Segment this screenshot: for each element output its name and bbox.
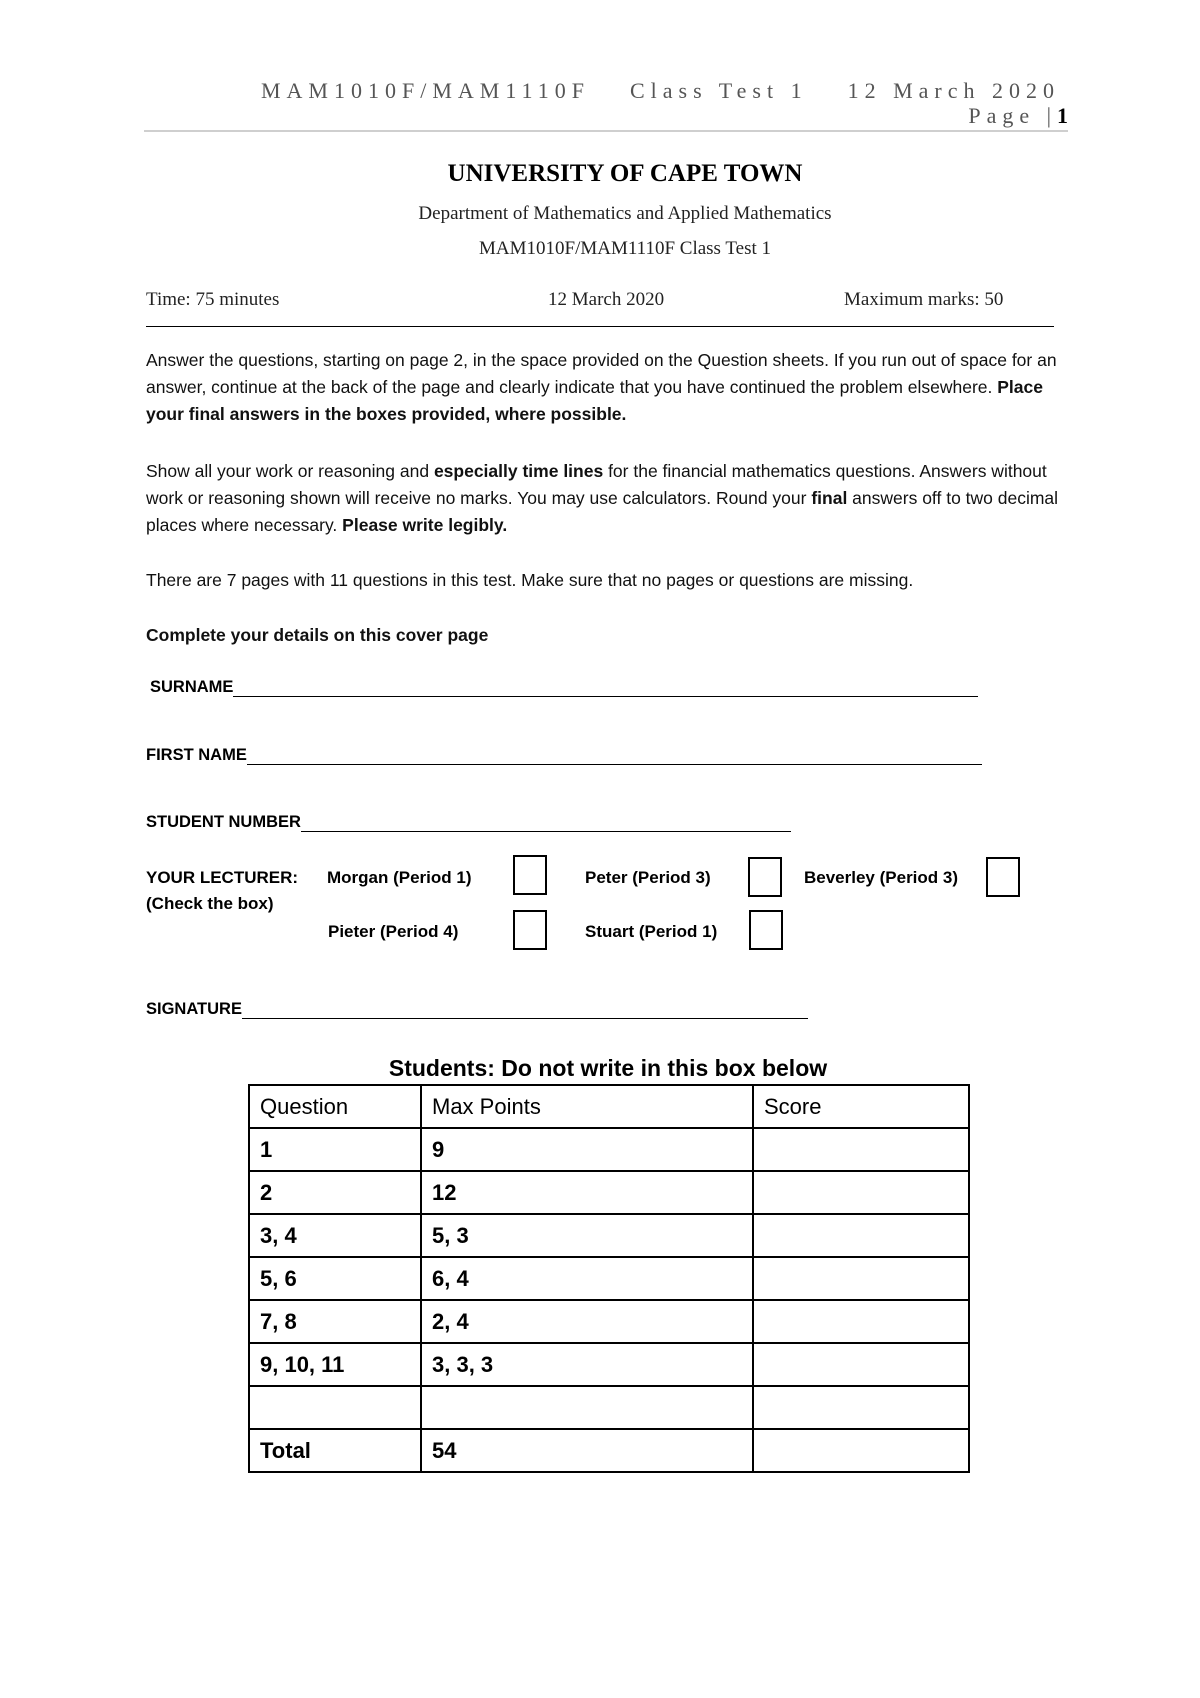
lecturer-option-label: Beverley (Period 3) <box>804 868 959 887</box>
score-table-title: Students: Do not write in this box below <box>388 1055 828 1081</box>
score-cell <box>753 1300 969 1343</box>
question-cell: 9, 10, 11 <box>249 1343 421 1386</box>
score-cell <box>753 1214 969 1257</box>
column-header: Max Points <box>421 1085 753 1128</box>
page-label: Page | <box>968 103 1057 128</box>
instructions-paragraph-2: Show all your work or reasoning and especially time lines for the financial mathematics questions. Answers without work or reasoning shown will receive no marks. You may use calculators. Round your final answers off to two decimal places where necessary. Please write legibly. <box>146 461 1059 535</box>
table-row <box>249 1343 969 1386</box>
question-cell: 3, 4 <box>249 1214 421 1257</box>
table-row <box>249 1257 969 1300</box>
meta-divider <box>146 326 1054 327</box>
time-allowed: Time: 75 minutes <box>146 289 280 310</box>
column-header: Score <box>753 1085 969 1128</box>
header-course-code: MAM1010F/MAM1110F <box>260 78 590 103</box>
max-points-cell: 3, 3, 3 <box>421 1343 753 1386</box>
question-cell: 1 <box>249 1128 421 1171</box>
max-points-cell: 6, 4 <box>421 1257 753 1300</box>
table-row <box>249 1171 969 1214</box>
lecturer-checkbox-morgan[interactable] <box>513 855 547 895</box>
table-row <box>249 1300 969 1343</box>
total-label-cell: Total <box>249 1429 421 1472</box>
student-number-input-line[interactable] <box>301 813 791 832</box>
signature-input-line[interactable] <box>242 1000 808 1019</box>
table-row-total <box>249 1429 969 1472</box>
running-header <box>261 78 1060 104</box>
table-row <box>249 1128 969 1171</box>
score-cell <box>753 1171 969 1214</box>
lecturer-option-label: Pieter (Period 4) <box>328 922 459 941</box>
score-cell <box>753 1386 969 1429</box>
page-number-value: 1 <box>1057 103 1068 128</box>
max-points-cell: 2, 4 <box>421 1300 753 1343</box>
question-cell: 7, 8 <box>249 1300 421 1343</box>
lecturer-option-label: Stuart (Period 1) <box>585 922 718 941</box>
question-cell <box>249 1386 421 1429</box>
lecturer-sublabel: (Check the box) <box>146 894 274 913</box>
lecturer-option-label: Morgan (Period 1) <box>327 868 472 887</box>
table-row <box>249 1386 969 1429</box>
surname-field[interactable]: SURNAME <box>150 678 978 697</box>
instructions-paragraph-3: There are 7 pages with 11 questions in this test. Make sure that no pages or questions are missing. <box>146 570 914 590</box>
lecturer-checkbox-stuart[interactable] <box>749 910 783 950</box>
lecturer-label: YOUR LECTURER: <box>146 868 299 887</box>
max-points-cell <box>421 1386 753 1429</box>
total-score-cell <box>753 1429 969 1472</box>
score-cell <box>753 1128 969 1171</box>
first-name-input-line[interactable] <box>247 746 982 765</box>
header-date: 12 March 2020 <box>847 78 1060 103</box>
total-points-cell: 54 <box>421 1429 753 1472</box>
lecturer-checkbox-pieter[interactable] <box>513 910 547 950</box>
max-points-cell: 9 <box>421 1128 753 1171</box>
max-marks: Maximum marks: 50 <box>844 289 1004 310</box>
max-points-cell: 5, 3 <box>421 1214 753 1257</box>
instructions-paragraph-1: Answer the questions, starting on page 2, in the space provided on the Question sheets. If you run out of space for an answer, continue at the back of the page and clearly indicate that you have continued the problem elsewhere. Place your final answers in the boxes provided, where possible. <box>146 350 1057 424</box>
column-header: Question <box>249 1085 421 1128</box>
score-table <box>248 1084 970 1473</box>
course-test-title: MAM1010F/MAM1110F Class Test 1 <box>479 238 771 259</box>
instructions-paragraph-4: Complete your details on this cover page <box>146 625 489 645</box>
surname-input-line[interactable] <box>233 678 978 697</box>
signature-field[interactable]: SIGNATURE <box>146 1000 808 1019</box>
test-date: 12 March 2020 <box>548 289 665 310</box>
question-cell: 2 <box>249 1171 421 1214</box>
lecturer-checkbox-peter[interactable] <box>748 857 782 897</box>
student-number-field[interactable]: STUDENT NUMBER <box>146 813 791 832</box>
lecturer-checkbox-beverley[interactable] <box>986 857 1020 897</box>
score-cell <box>753 1343 969 1386</box>
table-header-row <box>249 1085 969 1128</box>
max-points-cell: 12 <box>421 1171 753 1214</box>
university-title: UNIVERSITY OF CAPE TOWN <box>447 160 803 187</box>
table-row <box>249 1214 969 1257</box>
page-number <box>968 103 1068 129</box>
question-cell: 5, 6 <box>249 1257 421 1300</box>
header-divider <box>144 130 1068 132</box>
lecturer-option-label: Peter (Period 3) <box>585 868 711 887</box>
score-cell <box>753 1257 969 1300</box>
header-test-name: Class Test 1 <box>629 78 808 103</box>
first-name-field[interactable]: FIRST NAME <box>146 746 982 765</box>
department-name: Department of Mathematics and Applied Mathematics <box>418 203 832 224</box>
